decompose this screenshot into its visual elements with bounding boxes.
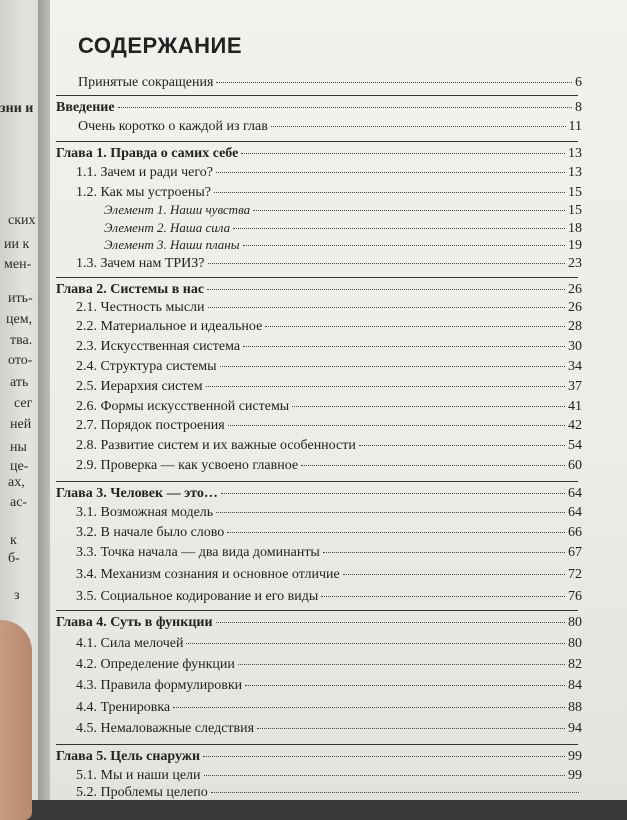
toc-row[interactable] bbox=[76, 417, 582, 435]
dot-leader bbox=[204, 775, 565, 776]
dot-leader bbox=[207, 289, 565, 290]
dot-leader bbox=[208, 307, 565, 308]
toc-chapter-row[interactable] bbox=[56, 145, 582, 163]
toc-row[interactable] bbox=[76, 299, 582, 317]
toc-row[interactable] bbox=[76, 524, 582, 542]
toc-entry-title: Глава 2. Системы в нас bbox=[56, 282, 205, 297]
toc-page-number: 88 bbox=[568, 700, 582, 715]
toc-entry-title: 2.3. Искусственная система bbox=[76, 339, 241, 354]
toc-row[interactable] bbox=[56, 99, 582, 117]
toc-entry-title: 2.8. Развитие систем и их важные особенности bbox=[76, 438, 356, 453]
toc-row[interactable] bbox=[78, 74, 582, 92]
dot-leader bbox=[271, 126, 566, 127]
toc-page-number: 67 bbox=[568, 545, 582, 560]
dot-leader bbox=[220, 366, 565, 367]
toc-entry-title: 3.3. Точка начала — два вида доминанты bbox=[76, 545, 320, 560]
toc-page-number: 37 bbox=[568, 379, 582, 394]
dot-leader bbox=[208, 263, 565, 264]
toc-entry-title: Очень коротко о каждой из глав bbox=[78, 119, 268, 134]
facing-page-text-fragment: ото- bbox=[8, 353, 33, 368]
section-rule bbox=[56, 141, 578, 142]
dot-leader bbox=[257, 728, 565, 729]
dot-leader bbox=[292, 406, 565, 407]
page-title: СОДЕРЖАНИЕ bbox=[78, 33, 243, 58]
toc-page-number: 28 bbox=[568, 319, 582, 334]
toc-entry-title: Введение bbox=[56, 100, 115, 115]
toc-page-number: 8 bbox=[575, 100, 582, 115]
toc-row[interactable] bbox=[76, 457, 582, 475]
toc-page-number: 42 bbox=[568, 418, 582, 433]
dot-leader bbox=[228, 425, 565, 426]
toc-page-number: 13 bbox=[568, 146, 582, 161]
toc-row[interactable] bbox=[76, 184, 582, 202]
toc-page-number: 6 bbox=[575, 75, 582, 90]
dot-leader bbox=[243, 245, 565, 246]
toc-page-number: 76 bbox=[568, 589, 582, 604]
toc-entry-title: 5.1. Мы и наши цели bbox=[76, 768, 201, 783]
facing-page-text-fragment: ии к bbox=[4, 237, 30, 252]
toc-entry-title: 4.2. Определение функции bbox=[76, 657, 235, 672]
dot-leader bbox=[173, 707, 565, 708]
toc-chapter-row[interactable] bbox=[56, 614, 582, 632]
dot-leader bbox=[323, 552, 565, 553]
dot-leader bbox=[216, 172, 565, 173]
dot-leader bbox=[216, 512, 565, 513]
toc-entry-title: 4.1. Сила мелочей bbox=[76, 636, 184, 651]
toc-row[interactable] bbox=[76, 720, 582, 738]
toc-chapter-row[interactable] bbox=[56, 485, 582, 503]
toc-page-number: 94 bbox=[568, 721, 582, 736]
toc-entry-title: 2.1. Честность мысли bbox=[76, 300, 205, 315]
toc-page-number: 82 bbox=[568, 657, 582, 672]
facing-page-text-fragment: зни и bbox=[0, 101, 34, 116]
facing-page-text-fragment: ны bbox=[10, 440, 27, 455]
toc-row[interactable] bbox=[76, 358, 582, 376]
facing-page-text-fragment: цем, bbox=[6, 312, 33, 327]
toc-row[interactable] bbox=[76, 504, 582, 522]
facing-page-text-fragment: мен- bbox=[4, 257, 32, 272]
toc-entry-title: 3.5. Социальное кодирование и его виды bbox=[76, 589, 319, 604]
section-rule bbox=[56, 610, 578, 611]
toc-row[interactable] bbox=[76, 544, 582, 562]
toc-entry-title: 2.5. Иерархия систем bbox=[76, 379, 203, 394]
toc-entry-title: Элемент 3. Наши планы bbox=[104, 237, 240, 252]
toc-row[interactable] bbox=[76, 784, 582, 802]
toc-page-number: 34 bbox=[568, 359, 582, 374]
toc-entry-title: 2.9. Проверка — как усвоено главное bbox=[76, 458, 299, 473]
dot-leader bbox=[238, 664, 565, 665]
dot-leader bbox=[186, 643, 565, 644]
toc-page-number: 19 bbox=[568, 238, 582, 253]
dot-leader bbox=[245, 685, 565, 686]
dot-leader bbox=[301, 465, 565, 466]
toc-row[interactable] bbox=[76, 338, 582, 356]
toc-entry-title: 4.5. Немаловажные следствия bbox=[76, 721, 255, 736]
toc-row[interactable] bbox=[76, 656, 582, 674]
facing-page-text-fragment: ать bbox=[10, 375, 29, 390]
dot-leader bbox=[321, 596, 565, 597]
dot-leader bbox=[343, 574, 565, 575]
facing-page-text-fragment: ас- bbox=[10, 495, 28, 510]
toc-page-number: 15 bbox=[568, 203, 582, 218]
toc-row[interactable] bbox=[76, 318, 582, 336]
toc-row[interactable] bbox=[76, 255, 582, 273]
toc-page-number: 26 bbox=[568, 300, 582, 315]
toc-row[interactable] bbox=[104, 201, 582, 220]
toc-page-number: 23 bbox=[568, 256, 582, 271]
facing-page-text-fragment: ить- bbox=[8, 291, 33, 306]
facing-page-text-fragment: ней bbox=[10, 417, 32, 432]
toc-entry-title: 2.6. Формы искусственной системы bbox=[76, 399, 290, 414]
dot-leader bbox=[233, 228, 565, 229]
toc-page-number: 84 bbox=[568, 678, 582, 693]
toc-entry-title: 1.2. Как мы устроены? bbox=[76, 185, 211, 200]
toc-entry-title: Принятые сокращения bbox=[78, 75, 214, 90]
thumb bbox=[0, 620, 32, 820]
dot-leader bbox=[221, 493, 565, 494]
toc-page-number: 99 bbox=[568, 749, 582, 764]
toc-page-number: 30 bbox=[568, 339, 582, 354]
toc-page-number: 64 bbox=[568, 486, 582, 501]
toc-page-number: 54 bbox=[568, 438, 582, 453]
dot-leader bbox=[227, 532, 565, 533]
contents-page bbox=[50, 0, 627, 800]
dot-leader bbox=[214, 192, 565, 193]
dot-leader bbox=[216, 622, 565, 623]
toc-entry-title: 3.1. Возможная модель bbox=[76, 505, 214, 520]
toc-entry-title: Элемент 1. Наши чувства bbox=[104, 202, 251, 217]
toc-page-number: 41 bbox=[568, 399, 582, 414]
dot-leader bbox=[211, 792, 579, 793]
dot-leader bbox=[241, 153, 565, 154]
toc-row[interactable] bbox=[76, 635, 582, 653]
dot-leader bbox=[253, 210, 565, 211]
section-rule bbox=[56, 481, 578, 482]
toc-page-number: 80 bbox=[568, 636, 582, 651]
facing-page-text-fragment: ах, bbox=[8, 475, 25, 490]
toc-page-number: 66 bbox=[568, 525, 582, 540]
toc-row[interactable] bbox=[76, 378, 582, 396]
toc-row[interactable] bbox=[76, 437, 582, 455]
toc-entry-title: Глава 3. Человек — это… bbox=[56, 486, 218, 501]
toc-entry-title: Глава 1. Правда о самих себе bbox=[56, 146, 239, 161]
toc-page-number: 72 bbox=[568, 567, 582, 582]
facing-page-text-fragment: б- bbox=[8, 551, 20, 566]
toc-entry-title: 2.7. Порядок построения bbox=[76, 418, 225, 433]
toc-entry-title: 2.2. Материальное и идеальное bbox=[76, 319, 263, 334]
toc-page-number: 13 bbox=[568, 165, 582, 180]
toc-row[interactable] bbox=[76, 566, 582, 584]
toc-page-number: 60 bbox=[568, 458, 582, 473]
section-rule bbox=[56, 277, 578, 278]
toc-page-number: 18 bbox=[568, 221, 582, 236]
toc-entry-title: 3.4. Механизм сознания и основное отличие bbox=[76, 567, 340, 582]
toc-entry-title: Глава 4. Суть в функции bbox=[56, 615, 213, 630]
section-rule bbox=[56, 744, 578, 745]
facing-page-text-fragment: ских bbox=[8, 213, 36, 228]
toc-row[interactable] bbox=[76, 164, 582, 182]
toc-row[interactable] bbox=[76, 767, 582, 785]
toc-page-number: 11 bbox=[568, 119, 582, 134]
dot-leader bbox=[359, 445, 565, 446]
table-of-contents bbox=[50, 0, 627, 800]
toc-entry-title: 4.4. Тренировка bbox=[76, 700, 171, 715]
toc-entry-title: 4.3. Правила формулировки bbox=[76, 678, 243, 693]
facing-page-text-fragment: к bbox=[10, 533, 17, 548]
toc-row[interactable] bbox=[76, 398, 582, 416]
dot-leader bbox=[265, 326, 565, 327]
toc-page-number: 64 bbox=[568, 505, 582, 520]
toc-entry-title: 2.4. Структура системы bbox=[76, 359, 217, 374]
toc-row[interactable] bbox=[76, 588, 582, 606]
toc-row[interactable] bbox=[78, 118, 582, 136]
section-rule bbox=[56, 95, 578, 96]
toc-page-number: 80 bbox=[568, 615, 582, 630]
toc-page-number: 99 bbox=[568, 768, 582, 783]
toc-entry-title: Глава 5. Цель снаружи bbox=[56, 749, 201, 764]
toc-page-number: 26 bbox=[568, 282, 582, 297]
toc-chapter-row[interactable] bbox=[56, 748, 582, 766]
facing-page-text-fragment: сег bbox=[14, 396, 33, 411]
toc-entry-title: 5.2. Проблемы целепо bbox=[76, 785, 208, 800]
toc-entry-title: 1.3. Зачем нам ТРИЗ? bbox=[76, 256, 205, 271]
toc-chapter-row[interactable] bbox=[56, 281, 582, 299]
facing-page-text-fragment: це- bbox=[10, 459, 29, 474]
toc-page-number: 15 bbox=[568, 185, 582, 200]
toc-entry-title: Элемент 2. Наша сила bbox=[104, 220, 231, 235]
toc-row[interactable] bbox=[76, 677, 582, 695]
toc-entry-title: 1.1. Зачем и ради чего? bbox=[76, 165, 213, 180]
dot-leader bbox=[118, 107, 572, 108]
dot-leader bbox=[206, 386, 565, 387]
dot-leader bbox=[243, 346, 565, 347]
facing-page-text-fragment: тва. bbox=[10, 333, 33, 348]
toc-entry-title: 3.2. В начале было слово bbox=[76, 525, 225, 540]
dot-leader bbox=[203, 756, 565, 757]
dot-leader bbox=[216, 82, 572, 83]
toc-row[interactable] bbox=[104, 236, 582, 255]
facing-page-text-fragment: з bbox=[14, 588, 20, 603]
toc-row[interactable] bbox=[76, 699, 582, 717]
